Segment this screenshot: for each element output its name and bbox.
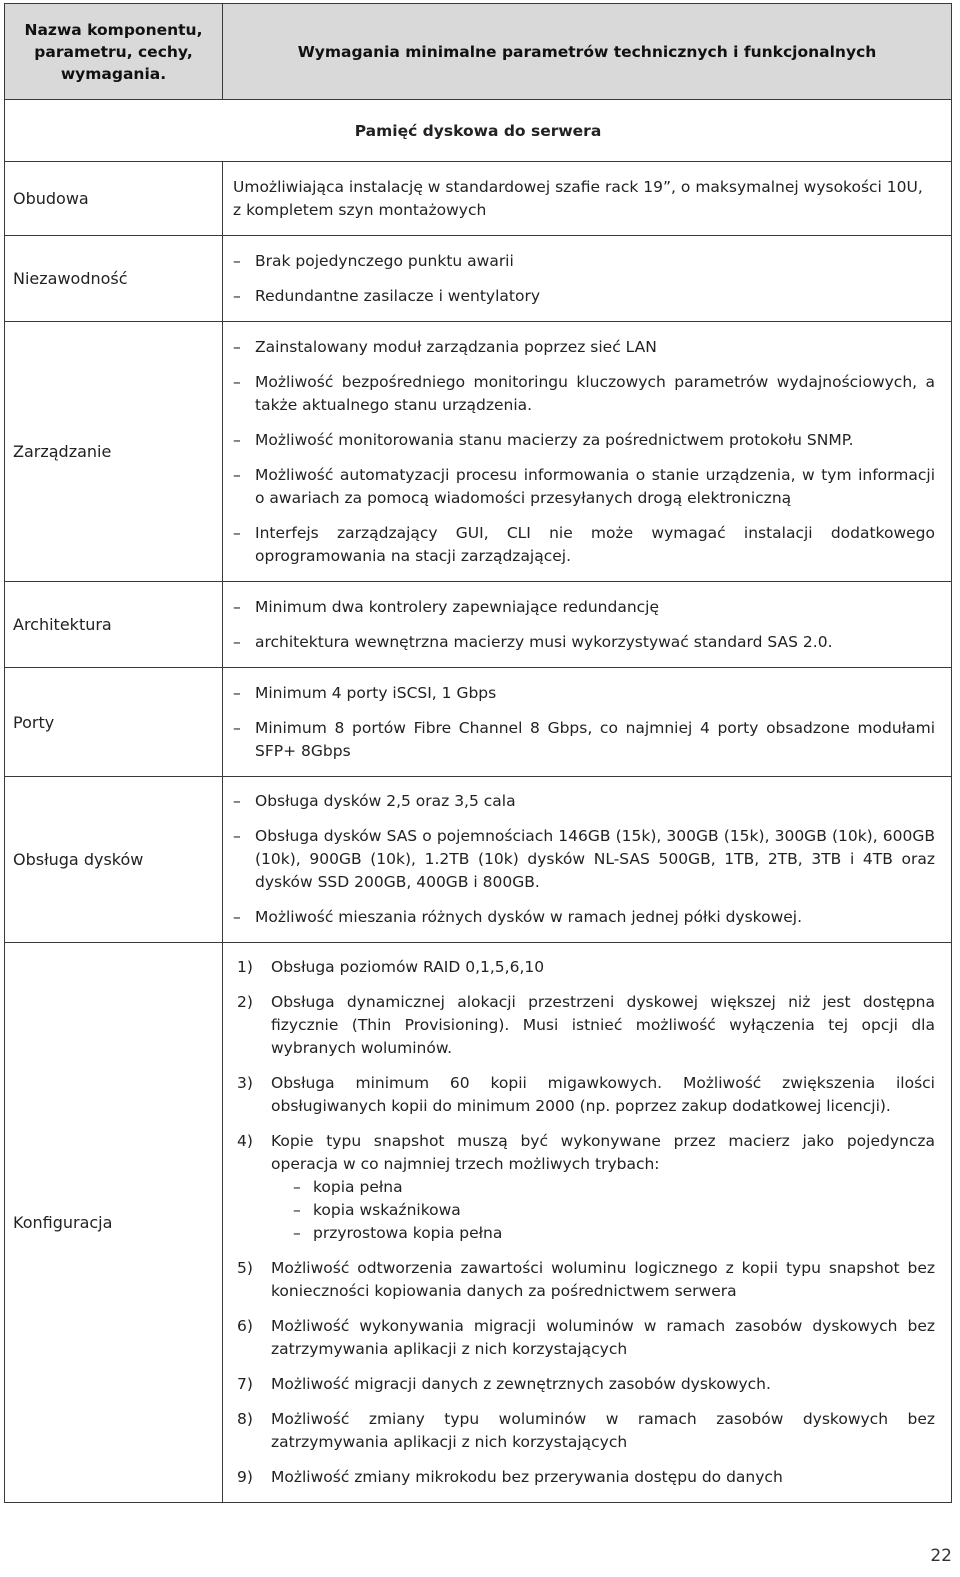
numbered-item xyxy=(233,1257,935,1303)
table-row xyxy=(5,582,952,668)
snapshot-mode-list xyxy=(271,1176,935,1245)
item-number: 8) xyxy=(237,1410,253,1428)
row-name: Architektura xyxy=(5,582,223,668)
list-item: – Redundantne zasilacze i wentylatory xyxy=(233,285,935,308)
list-item: – Interfejs zarządzający GUI, CLI nie może wymagać instalacji dodatkowego oprogramowania na stacji zarządzającej. xyxy=(233,522,935,568)
list-item: – Możliwość automatyzacji procesu informowania o stanie urządzenia, w tym informacji o awariach za pomocą wiadomości przesyłanych drogą elektroniczną xyxy=(233,464,935,510)
row-content xyxy=(223,943,952,1503)
sub-list-item: – przyrostowa kopia pełna xyxy=(293,1222,935,1245)
list-item: – Minimum 4 porty iSCSI, 1 Gbps xyxy=(233,682,935,705)
row-name: Obudowa xyxy=(5,162,223,236)
item-number: 4) xyxy=(237,1132,253,1150)
list-item: – Obsługa dysków 2,5 oraz 3,5 cala xyxy=(233,790,935,813)
numbered-item xyxy=(233,1130,935,1245)
item-text: Możliwość migracji danych z zewnętrznych zasobów dyskowych. xyxy=(271,1375,771,1393)
numbered-item xyxy=(233,956,935,979)
item-text: Możliwość zmiany typu woluminów w ramach zasobów dyskowych bez zatrzymywania aplikacji z nich korzystających xyxy=(271,1410,935,1451)
requirement-list xyxy=(233,790,935,929)
item-number: 6) xyxy=(237,1317,253,1335)
table-row xyxy=(5,162,952,236)
table-row xyxy=(5,943,952,1503)
row-name: Zarządzanie xyxy=(5,322,223,582)
row-name: Konfiguracja xyxy=(5,943,223,1503)
item-number: 9) xyxy=(237,1468,253,1486)
sub-list-item: – kopia pełna xyxy=(293,1176,935,1199)
row-name: Niezawodność xyxy=(5,236,223,322)
item-text: Możliwość wykonywania migracji woluminów w ramach zasobów dyskowych bez zatrzymywania aplikacji z nich korzystających xyxy=(271,1317,935,1358)
numbered-item xyxy=(233,1408,935,1454)
list-item: – Brak pojedynczego punktu awarii xyxy=(233,250,935,273)
item-text: Obsługa poziomów RAID 0,1,5,6,10 xyxy=(271,958,545,976)
row-content xyxy=(223,777,952,943)
requirement-list xyxy=(233,250,935,308)
item-number: 5) xyxy=(237,1259,253,1277)
numbered-item xyxy=(233,1373,935,1396)
table-row xyxy=(5,322,952,582)
item-text: Obsługa dynamicznej alokacji przestrzeni dyskowej większej niż jest dostępna fizycznie (Thin Provisioning). Musi istnieć możliwość wyłączenia tej opcji dla wybranych woluminów. xyxy=(271,993,935,1057)
item-number: 7) xyxy=(237,1375,253,1393)
list-item: – Możliwość monitorowania stanu macierzy za pośrednictwem protokołu SNMP. xyxy=(233,429,935,452)
row-content xyxy=(223,582,952,668)
row-name: Porty xyxy=(5,668,223,777)
item-number: 3) xyxy=(237,1074,253,1092)
table-row xyxy=(5,236,952,322)
section-title: Pamięć dyskowa do serwera xyxy=(5,100,952,162)
list-item: – Minimum dwa kontrolery zapewniające redundancję xyxy=(233,596,935,619)
item-text: Obsługa minimum 60 kopii migawkowych. Możliwość zwiększenia ilości obsługiwanych kopii do minimum 2000 (np. poprzez zakup dodatkowej licencji). xyxy=(271,1074,935,1115)
numbered-requirement-list xyxy=(233,956,935,1489)
list-item: – Możliwość bezpośredniego monitoringu kluczowych parametrów wydajnościowych, a także aktualnego stanu urządzenia. xyxy=(233,371,935,417)
item-number: 2) xyxy=(237,993,253,1011)
requirement-list xyxy=(233,596,935,654)
numbered-item xyxy=(233,1072,935,1118)
header-component-name: Nazwa komponentu, parametru, cechy, wymagania. xyxy=(5,4,223,100)
item-text: Możliwość zmiany mikrokodu bez przerywania dostępu do danych xyxy=(271,1468,783,1486)
row-content xyxy=(223,162,952,236)
table-header-row xyxy=(5,4,952,100)
row-content xyxy=(223,668,952,777)
item-text: Możliwość odtworzenia zawartości woluminu logicznego z kopii typu snapshot bez konieczności kopiowania danych za pośrednictwem serwera xyxy=(271,1259,935,1300)
numbered-item xyxy=(233,1315,935,1361)
sub-list-item: – kopia wskaźnikowa xyxy=(293,1199,935,1222)
list-item: – Możliwość mieszania różnych dysków w ramach jednej półki dyskowej. xyxy=(233,906,935,929)
list-item: – Minimum 8 portów Fibre Channel 8 Gbps, co najmniej 4 porty obsadzone modułami SFP+ 8Gbps xyxy=(233,717,935,763)
item-number: 1) xyxy=(237,958,253,976)
header-requirements: Wymagania minimalne parametrów technicznych i funkcjonalnych xyxy=(223,4,952,100)
section-row xyxy=(5,100,952,162)
spec-table xyxy=(4,3,952,1503)
numbered-item xyxy=(233,1466,935,1489)
row-content xyxy=(223,322,952,582)
page-number: 22 xyxy=(930,1546,952,1566)
numbered-item xyxy=(233,991,935,1060)
list-item: – Obsługa dysków SAS o pojemnościach 146GB (15k), 300GB (15k), 300GB (10k), 600GB (10k), 900GB (10k), 1.2TB (10k) dysków NL-SAS 500GB, 1TB, 2TB, 3TB i 4TB oraz dysków SSD 200GB, 400GB i 800GB. xyxy=(233,825,935,894)
row-text: Umożliwiająca instalację w standardowej szafie rack 19”, o maksymalnej wysokości 10U, z kompletem szyn montażowych xyxy=(233,177,923,219)
requirement-list xyxy=(233,336,935,568)
requirement-list xyxy=(233,682,935,763)
row-name: Obsługa dysków xyxy=(5,777,223,943)
list-item: – architektura wewnętrzna macierzy musi wykorzystywać standard SAS 2.0. xyxy=(233,631,935,654)
table-row xyxy=(5,668,952,777)
list-item: – Zainstalowany moduł zarządzania poprzez sieć LAN xyxy=(233,336,935,359)
row-content xyxy=(223,236,952,322)
table-row xyxy=(5,777,952,943)
item-text: Kopie typu snapshot muszą być wykonywane przez macierz jako pojedyncza operacja w co najmniej trzech możliwych trybach: xyxy=(271,1132,935,1173)
